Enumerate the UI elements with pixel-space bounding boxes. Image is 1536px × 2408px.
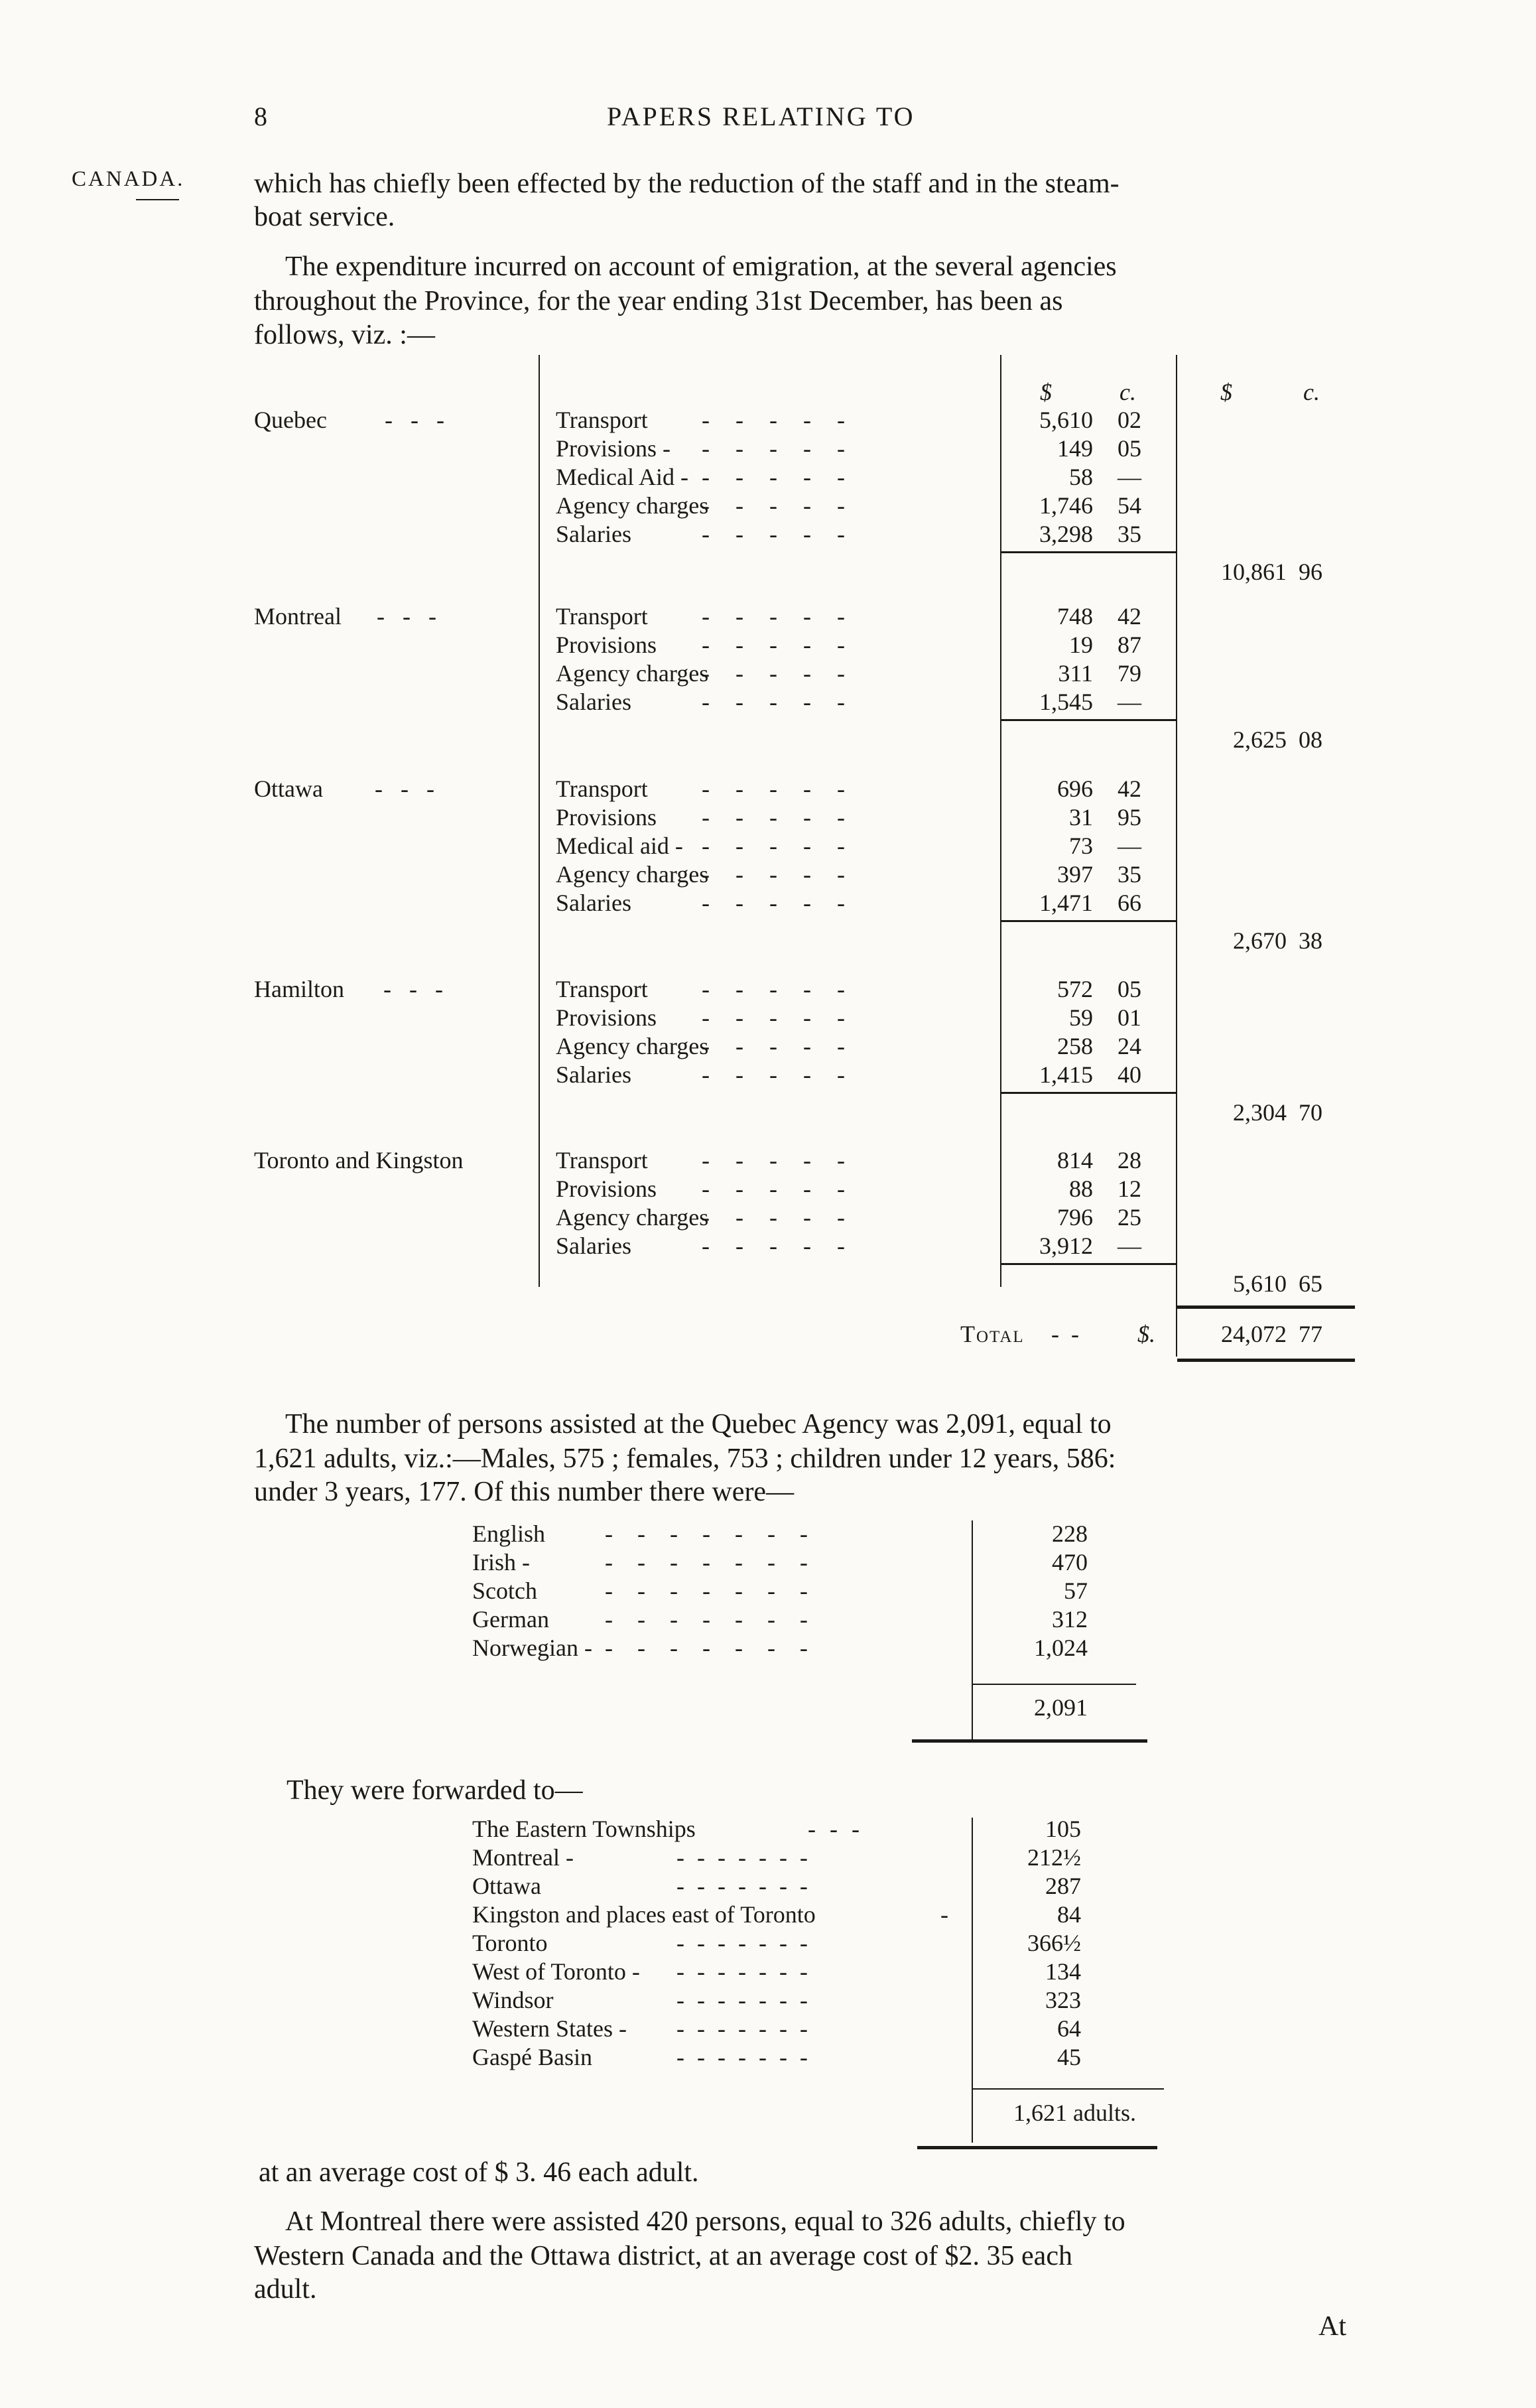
montreal-para-line-2: Western Canada and the Ottawa district, at an average cost of $2. 35 each xyxy=(254,2241,1072,2271)
col-header-total-dollars: $ xyxy=(1220,379,1232,405)
expense-item-leader: - - - - - xyxy=(702,1033,845,1059)
expense-item-label: Agency charges xyxy=(556,660,709,687)
expense-item-dollars: 1,471 xyxy=(1039,890,1093,916)
expense-item-label: Transport xyxy=(556,775,648,802)
agency-subtotal-rule xyxy=(1001,1092,1176,1094)
destination-row-leader: - - - - - - - xyxy=(676,1844,808,1871)
expense-item-dollars: 5,610 xyxy=(1039,407,1093,433)
nationality-total-rule xyxy=(912,1739,1147,1743)
expense-item-dollars: 696 xyxy=(1057,775,1093,802)
nationality-row-value: 57 xyxy=(1064,1577,1088,1604)
agency-name: Ottawa xyxy=(254,775,323,802)
persons-para-line-2: 1,621 adults, viz.:—Males, 575 ; females, 753 ; children under 12 years, 586: xyxy=(254,1443,1116,1474)
expense-item-leader: - - - - - xyxy=(702,632,845,658)
destination-total: 1,621 adults. xyxy=(1013,2100,1136,2126)
expense-item-cents: 79 xyxy=(1118,660,1141,687)
nationality-row-value: 470 xyxy=(1052,1549,1088,1575)
destination-row-value: 287 xyxy=(1045,1873,1081,1899)
destination-row-label: Montreal - xyxy=(472,1844,574,1871)
expenditure-para-line-3: follows, viz. :— xyxy=(254,320,435,350)
expense-item-label: Transport xyxy=(556,603,648,630)
expense-item-cents: 05 xyxy=(1118,976,1141,1002)
catchword: At xyxy=(1318,2311,1346,2342)
agency-leader-dashes: - - - xyxy=(383,976,443,1002)
table-rule-left xyxy=(539,355,540,1287)
nationality-row-value: 312 xyxy=(1052,1606,1088,1633)
expense-item-dollars: 58 xyxy=(1069,464,1093,490)
expense-item-cents: 87 xyxy=(1118,632,1141,658)
nationality-row-label: English xyxy=(472,1520,546,1547)
destination-list-rule xyxy=(972,1818,973,2143)
destination-row-label: Toronto xyxy=(472,1930,548,1956)
expense-item-dollars: 59 xyxy=(1069,1004,1093,1031)
expense-item-cents: 42 xyxy=(1118,775,1141,802)
destination-row-value: 84 xyxy=(1057,1901,1081,1928)
expense-item-dollars: 3,298 xyxy=(1039,521,1093,547)
nationality-row-label: Norwegian - xyxy=(472,1635,592,1661)
agency-total-cents: 65 xyxy=(1299,1270,1322,1297)
nationality-row-label: Irish - xyxy=(472,1549,530,1575)
expense-item-leader: - - - - - xyxy=(702,861,845,888)
nationality-row-leader: - - - - - - - xyxy=(605,1635,808,1661)
expense-item-leader: - - - - - xyxy=(702,976,845,1002)
expense-item-label: Transport xyxy=(556,1147,648,1173)
grand-total-rule-bottom xyxy=(1177,1359,1355,1362)
grand-total-cents: 77 xyxy=(1299,1321,1322,1347)
expenditure-para-line-1: The expenditure incurred on account of emigration, at the several agencies xyxy=(285,251,1117,282)
destination-row-value: 212½ xyxy=(1027,1844,1081,1871)
agency-total-cents: 38 xyxy=(1299,927,1322,954)
expense-item-label: Provisions - xyxy=(556,435,671,462)
nationality-list-rule xyxy=(972,1520,973,1739)
destination-row-leader: - - - - - - - xyxy=(676,1873,808,1899)
agency-leader-dashes: - - - xyxy=(377,603,436,630)
table-rule-middle xyxy=(1000,355,1001,1287)
expense-item-label: Transport xyxy=(556,976,648,1002)
page-number: 8 xyxy=(254,101,269,131)
agency-name: Toronto and Kingston xyxy=(254,1147,464,1173)
grand-total-rule-top xyxy=(1177,1305,1355,1309)
running-title: PAPERS RELATING TO xyxy=(607,101,915,131)
destination-row-label: The Eastern Townships xyxy=(472,1816,696,1842)
montreal-para-line-1: At Montreal there were assisted 420 persons, equal to 326 adults, chiefly to xyxy=(285,2206,1125,2237)
destination-row-leader: - - - xyxy=(808,1816,860,1842)
expense-item-label: Agency charges xyxy=(556,492,709,519)
expense-item-leader: - - - - - xyxy=(702,492,845,519)
agency-subtotal-rule xyxy=(1001,920,1176,922)
expense-item-leader: - - - - - xyxy=(702,1233,845,1259)
expense-item-dollars: 88 xyxy=(1069,1175,1093,1202)
expense-item-leader: - - - - - xyxy=(702,833,845,859)
expense-item-leader: - - - - - xyxy=(702,1204,845,1231)
intro-line-2: boat service. xyxy=(254,202,395,232)
agency-total-dollars: 5,610 xyxy=(1233,1270,1287,1297)
expense-item-leader: - - - - - xyxy=(702,435,845,462)
expense-item-cents: 24 xyxy=(1118,1033,1141,1059)
margin-note: CANADA. xyxy=(72,167,185,191)
average-cost-line: at an average cost of $ 3. 46 each adult. xyxy=(259,2157,699,2188)
agency-leader-dashes: - - - xyxy=(375,775,434,802)
expense-item-leader: - - - - - xyxy=(702,1147,845,1173)
expense-item-dollars: 3,912 xyxy=(1039,1233,1093,1259)
expense-item-label: Agency charges xyxy=(556,861,709,888)
destination-row-leader: - - - - - - - xyxy=(676,2044,808,2070)
destination-total-rule xyxy=(917,2146,1157,2149)
expense-item-dollars: 1,545 xyxy=(1039,689,1093,715)
expense-item-label: Provisions xyxy=(556,1004,657,1031)
expense-item-leader: - - - - - xyxy=(702,1061,845,1088)
destination-row-value: 45 xyxy=(1057,2044,1081,2070)
expense-item-label: Agency charges xyxy=(556,1204,709,1231)
expense-item-cents: 01 xyxy=(1118,1004,1141,1031)
forwarded-intro: They were forwarded to— xyxy=(287,1775,583,1806)
expense-item-cents: 25 xyxy=(1118,1204,1141,1231)
nationality-row-leader: - - - - - - - xyxy=(605,1606,808,1633)
expense-item-dollars: 796 xyxy=(1057,1204,1093,1231)
grand-total-dollars: 24,072 xyxy=(1221,1321,1287,1347)
expense-item-dollars: 149 xyxy=(1057,435,1093,462)
expense-item-label: Provisions xyxy=(556,804,657,831)
intro-line-1: which has chiefly been effected by the reduction of the staff and in the steam- xyxy=(254,168,1120,199)
expenditure-para-line-2: throughout the Province, for the year ending 31st December, has been as xyxy=(254,286,1063,316)
expense-item-label: Provisions xyxy=(556,632,657,658)
expense-item-label: Transport xyxy=(556,407,648,433)
expense-item-label: Salaries xyxy=(556,521,631,547)
destination-row-value: 134 xyxy=(1045,1958,1081,1985)
destination-row-label: West of Toronto - xyxy=(472,1958,640,1985)
grand-total-label: Total xyxy=(960,1321,1025,1347)
col-header-dollars: $ xyxy=(1040,379,1052,405)
nationality-row-leader: - - - - - - - xyxy=(605,1520,808,1547)
expense-item-dollars: 748 xyxy=(1057,603,1093,630)
agency-name: Montreal xyxy=(254,603,342,630)
expense-item-cents: 95 xyxy=(1118,804,1141,831)
nationality-row-label: Scotch xyxy=(472,1577,537,1604)
expense-item-dollars: 814 xyxy=(1057,1147,1093,1173)
col-header-total-cents: c. xyxy=(1303,379,1320,405)
expense-item-label: Salaries xyxy=(556,890,631,916)
nationality-row-value: 1,024 xyxy=(1034,1635,1088,1661)
expense-item-dollars: 19 xyxy=(1069,632,1093,658)
nationality-row-label: German xyxy=(472,1606,549,1633)
destination-row-value: 323 xyxy=(1045,1987,1081,2013)
agency-subtotal-rule xyxy=(1001,719,1176,721)
persons-para-line-3: under 3 years, 177. Of this number there were— xyxy=(254,1477,795,1507)
expense-item-dollars: 258 xyxy=(1057,1033,1093,1059)
expense-item-dollars: 73 xyxy=(1069,833,1093,859)
destination-row-leader: - - - - - - - xyxy=(676,2015,808,2042)
agency-total-cents: 08 xyxy=(1299,726,1322,753)
expense-item-cents: — xyxy=(1118,464,1141,490)
expense-item-cents: 40 xyxy=(1118,1061,1141,1088)
destination-row-leader: - - - - - - - xyxy=(676,1987,808,2013)
expense-item-dollars: 397 xyxy=(1057,861,1093,888)
destination-row-value: 366½ xyxy=(1027,1930,1081,1956)
expense-item-cents: — xyxy=(1118,833,1141,859)
expense-item-leader: - - - - - xyxy=(702,407,845,433)
agency-leader-dashes: - - - xyxy=(385,407,444,433)
expense-item-cents: — xyxy=(1118,1233,1141,1259)
nationality-total: 2,091 xyxy=(1034,1694,1088,1721)
destination-row-leader: - - - - - - - xyxy=(676,1958,808,1985)
nationality-row-leader: - - - - - - - xyxy=(605,1577,808,1604)
agency-total-cents: 96 xyxy=(1299,559,1322,585)
destination-row-label: Ottawa xyxy=(472,1873,541,1899)
agency-subtotal-rule xyxy=(1001,1263,1176,1265)
table-rule-right xyxy=(1176,355,1177,1357)
destination-row-leader: - - - - - - - xyxy=(676,1930,808,1956)
destination-row-value: 105 xyxy=(1045,1816,1081,1842)
expense-item-cents: 66 xyxy=(1118,890,1141,916)
expense-item-leader: - - - - - xyxy=(702,1175,845,1202)
expense-item-cents: — xyxy=(1118,689,1141,715)
expense-item-leader: - - - - - xyxy=(702,603,845,630)
expense-item-leader: - - - - - xyxy=(702,775,845,802)
expense-item-label: Salaries xyxy=(556,1061,631,1088)
expense-item-dollars: 31 xyxy=(1069,804,1093,831)
persons-para-line-1: The number of persons assisted at the Quebec Agency was 2,091, equal to xyxy=(285,1409,1112,1439)
agency-total-cents: 70 xyxy=(1299,1099,1322,1126)
expense-item-cents: 54 xyxy=(1118,492,1141,519)
expense-item-label: Medical aid - xyxy=(556,833,683,859)
expense-item-cents: 35 xyxy=(1118,861,1141,888)
expense-item-label: Salaries xyxy=(556,1233,631,1259)
destination-row-label: Western States - xyxy=(472,2015,627,2042)
expense-item-leader: - - - - - xyxy=(702,890,845,916)
agency-name: Hamilton xyxy=(254,976,344,1002)
expense-item-dollars: 311 xyxy=(1058,660,1093,687)
expense-item-label: Agency charges xyxy=(556,1033,709,1059)
expense-item-leader: - - - - - xyxy=(702,464,845,490)
grand-total-currency: $. xyxy=(1137,1321,1155,1347)
expense-item-label: Medical Aid - xyxy=(556,464,688,490)
destination-row-label: Gaspé Basin xyxy=(472,2044,592,2070)
expense-item-cents: 02 xyxy=(1118,407,1141,433)
agency-total-dollars: 2,304 xyxy=(1233,1099,1287,1126)
margin-note-rule xyxy=(136,199,179,200)
destination-row-label: Kingston and places east of Toronto xyxy=(472,1901,816,1928)
montreal-para-line-3: adult. xyxy=(254,2274,317,2305)
destination-row-label: Windsor xyxy=(472,1987,554,2013)
nationality-row-leader: - - - - - - - xyxy=(605,1549,808,1575)
agency-total-dollars: 2,625 xyxy=(1233,726,1287,753)
destination-row-value: 64 xyxy=(1057,2015,1081,2042)
agency-name: Quebec xyxy=(254,407,327,433)
expense-item-leader: - - - - - xyxy=(702,804,845,831)
destination-row-leader: - xyxy=(940,1901,948,1928)
expense-item-dollars: 1,746 xyxy=(1039,492,1093,519)
expense-item-dollars: 572 xyxy=(1057,976,1093,1002)
expense-item-cents: 35 xyxy=(1118,521,1141,547)
expense-item-cents: 05 xyxy=(1118,435,1141,462)
agency-total-dollars: 2,670 xyxy=(1233,927,1287,954)
expense-item-leader: - - - - - xyxy=(702,1004,845,1031)
expense-item-label: Provisions xyxy=(556,1175,657,1202)
agency-subtotal-rule xyxy=(1001,551,1176,553)
expense-item-leader: - - - - - xyxy=(702,521,845,547)
expense-item-leader: - - - - - xyxy=(702,660,845,687)
expense-item-cents: 12 xyxy=(1118,1175,1141,1202)
destination-subtotal-rule xyxy=(972,2088,1164,2090)
expense-item-cents: 28 xyxy=(1118,1147,1141,1173)
nationality-row-value: 228 xyxy=(1052,1520,1088,1547)
col-header-cents: c. xyxy=(1120,379,1136,405)
expense-item-dollars: 1,415 xyxy=(1039,1061,1093,1088)
nationality-subtotal-rule xyxy=(972,1684,1136,1685)
expense-item-leader: - - - - - xyxy=(702,689,845,715)
grand-total-dashes: - - xyxy=(1051,1321,1079,1347)
expense-item-cents: 42 xyxy=(1118,603,1141,630)
expense-item-label: Salaries xyxy=(556,689,631,715)
agency-total-dollars: 10,861 xyxy=(1221,559,1287,585)
